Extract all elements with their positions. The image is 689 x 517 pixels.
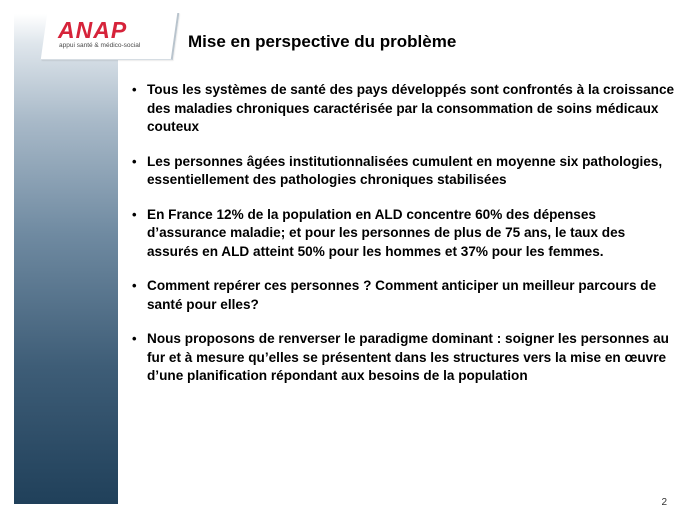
bullet-dot-icon: • [132,82,137,97]
sidebar-gradient-band [14,14,118,504]
bullet-item [130,81,675,137]
bullet-text: Les personnes âgées institutionnalisées cumulent en moyenne six pathologies, essentiellement des pathologies chroniques stabilisées [147,153,663,187]
bullet-dot-icon: • [132,331,137,346]
bullet-dot-icon: • [132,153,137,169]
bullet-item [130,277,675,314]
bullet-dot-icon: • [132,278,137,293]
bullet-text: Nous proposons de renverser le paradigme dominant : soigner les personnes au fur et à mesure qu’elles se présentent dans les structures vers la mise en œuvre d’une planification répondant aux besoins de la population [147,331,669,383]
slide-title: Mise en perspective du problème [188,32,457,51]
bullet-list [130,81,675,402]
bullet-item [130,153,675,190]
page-number: 2 [661,497,667,508]
bullet-dot-icon: • [132,206,137,222]
bullet-item [130,330,675,386]
bullet-text: Tous les systèmes de santé des pays développés sont confrontés à la croissance des maladies chroniques caractérisée par la consommation de soins médicaux couteux [147,82,675,134]
bullet-text: Comment repérer ces personnes ? Comment anticiper un meilleur parcours de santé pour elles? [147,278,657,312]
logo-tagline: appui santé & médico-social [59,42,141,49]
anap-logo [58,18,168,54]
bullet-item [130,206,675,262]
bullet-text: En France 12% de la population en ALD concentre 60% des dépenses d’assurance maladie; et pour les personnes de plus de 75 ans, le taux des assurés en ALD atteint 50% pour les hommes et 37% pour les femmes. [147,206,626,259]
logo-wordmark: ANAP [58,17,128,43]
